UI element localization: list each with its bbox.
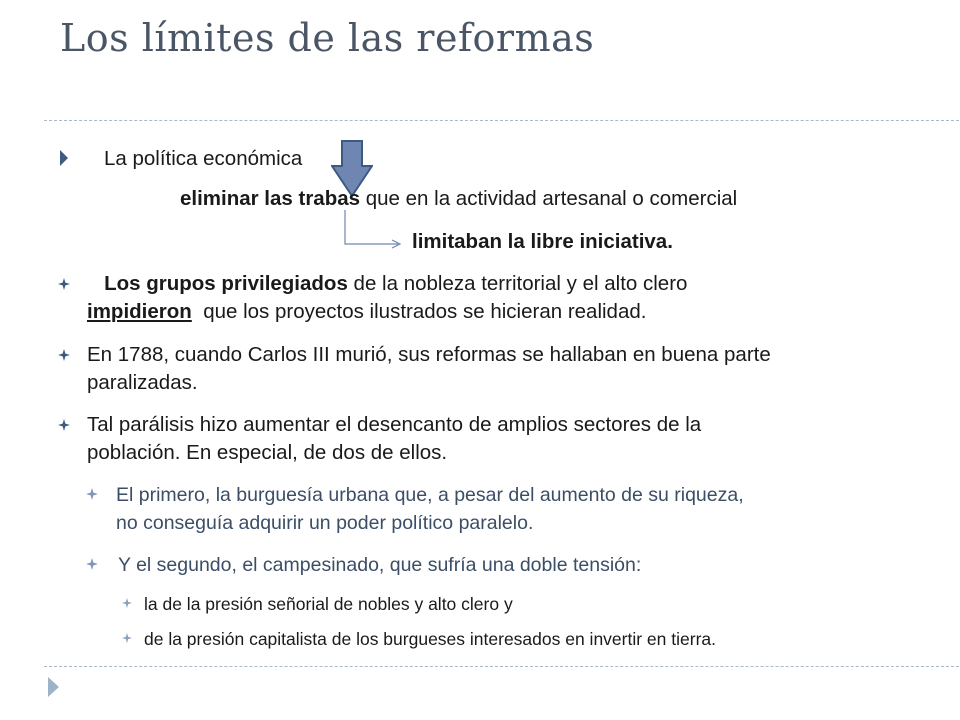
intro-line-3-bold: limitaban la libre iniciativa.	[412, 230, 673, 253]
bullet-3-line-2: población. En especial, de dos de ellos.	[87, 441, 448, 464]
intro-line-2-rest: que en la actividad artesanal o comercial	[360, 187, 738, 210]
bottom-divider	[44, 666, 960, 667]
sub-sub-bullet-2: de la presión capitalista de los burgueses interesados en invertir en tierra.	[144, 629, 716, 649]
bullet-1-rest: de la nobleza territorial y el alto clero	[347, 272, 688, 295]
diamond-bullet-icon	[58, 419, 70, 431]
sub-bullet-1-line-1: El primero, la burguesía urbana que, a pesar del aumento de su riqueza,	[116, 484, 744, 506]
bullet-1-bold: Los grupos privilegiados	[104, 272, 348, 295]
diamond-bullet-icon	[58, 278, 70, 290]
bullet-1-line-2	[87, 299, 646, 325]
diamond-bullet-icon	[122, 633, 132, 643]
top-divider	[44, 120, 960, 121]
diamond-bullet-icon	[86, 558, 98, 570]
bullet-1-prefix	[87, 272, 104, 295]
triangle-bullet-icon	[60, 150, 68, 166]
intro-line-2-bold: eliminar las trabas	[180, 187, 361, 210]
bullet-1-underlined: impidieron	[87, 300, 192, 323]
elbow-arrow-icon	[344, 210, 404, 250]
triangle-nav-icon[interactable]	[48, 677, 59, 697]
intro-line-2	[180, 186, 737, 212]
diamond-bullet-icon	[58, 349, 70, 361]
sub-bullet-1-line-2: no conseguía adquirir un poder político paralelo.	[116, 512, 534, 534]
slide-title: Los límites de las reformas	[60, 16, 595, 60]
bullet-2-line-2: paralizadas.	[87, 371, 198, 394]
diamond-bullet-icon	[122, 598, 132, 608]
bullet-1-line-1	[87, 271, 687, 297]
sub-sub-bullet-1: la de la presión señorial de nobles y alto clero y	[144, 594, 513, 614]
bullet-2-line-1: En 1788, cuando Carlos III murió, sus reformas se hallaban en buena parte	[87, 343, 771, 366]
bullet-3-line-1: Tal parálisis hizo aumentar el desencanto de amplios sectores de la	[87, 413, 702, 436]
diamond-bullet-icon	[86, 488, 98, 500]
sub-bullet-2-line-1: Y el segundo, el campesinado, que sufría una doble tensión:	[118, 554, 642, 576]
intro-label: La política económica	[104, 147, 303, 170]
bullet-1-rest-2: que los proyectos ilustrados se hicieran realidad.	[191, 300, 647, 323]
intro-line-3	[412, 229, 673, 255]
